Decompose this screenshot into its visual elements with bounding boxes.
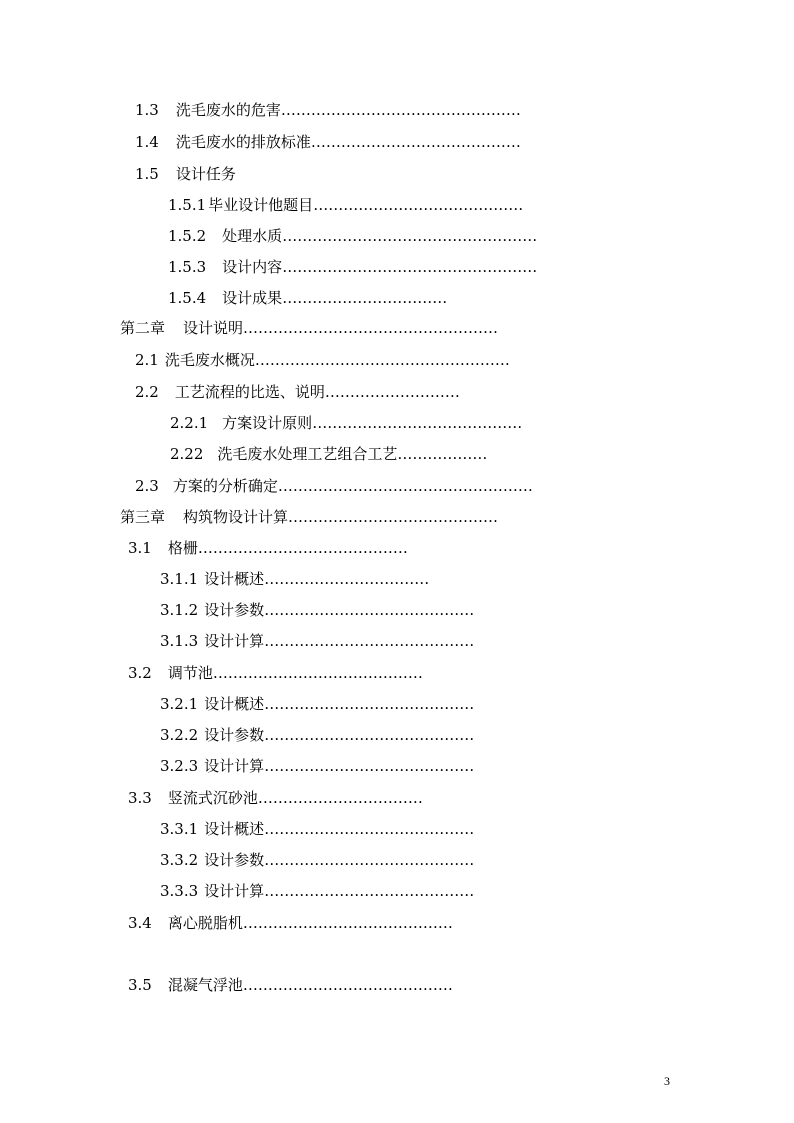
toc-leader-dots: …………………………………… — [264, 632, 475, 650]
toc-number: 3.5 — [128, 976, 152, 994]
toc-title: 洗毛废水的排放标准 — [175, 133, 311, 151]
toc-title: 调节池 — [167, 664, 213, 682]
toc-number: 3.3.3 — [160, 882, 199, 900]
toc-entry — [135, 476, 533, 496]
toc-leader-dots: …………………………………… — [264, 695, 475, 713]
toc-entry — [160, 850, 474, 870]
toc-entry — [160, 694, 474, 714]
toc-title: 设计计算 — [204, 757, 265, 775]
toc-entry — [160, 600, 474, 620]
toc-leader-dots: …………………………………… — [242, 976, 453, 994]
toc-entry — [128, 913, 453, 933]
toc-leader-dots: ……………………… — [324, 383, 460, 401]
toc-leader-dots: …………………………… — [282, 289, 448, 307]
toc-title: 设计说明 — [183, 319, 244, 337]
toc-entry — [160, 569, 429, 589]
toc-entry — [160, 881, 474, 901]
toc-number: 2.3 — [135, 477, 159, 495]
toc-number: 3.2.3 — [160, 757, 199, 775]
toc-entry — [120, 507, 498, 527]
toc-number: 2.22 — [170, 445, 204, 463]
toc-entry — [128, 663, 423, 683]
toc-number: 3.2.1 — [160, 695, 199, 713]
toc-title: 设计内容 — [222, 258, 283, 276]
toc-number: 3.2 — [128, 664, 152, 682]
toc-entry — [135, 350, 510, 370]
toc-title: 洗毛废水概况 — [164, 351, 255, 369]
toc-entry — [135, 164, 236, 184]
toc-leader-dots: …………………………………… — [310, 133, 521, 151]
toc-leader-dots: …………………………………… — [312, 414, 523, 432]
toc-title: 设计计算 — [204, 882, 265, 900]
toc-entry — [128, 975, 453, 995]
toc-title: 工艺流程的比选、说明 — [174, 383, 325, 401]
toc-entry — [160, 725, 474, 745]
toc-number: 3.2.2 — [160, 726, 199, 744]
toc-number: 1.5.1 — [168, 196, 207, 214]
toc-leader-dots: …………………………………………… — [277, 477, 533, 495]
toc-title: 设计参数 — [204, 726, 265, 744]
toc-leader-dots: …………………………………………… — [282, 227, 538, 245]
toc-number: 2.2.1 — [170, 414, 209, 432]
toc-number: 3.3.1 — [160, 820, 199, 838]
toc-number: 3.1.3 — [160, 632, 199, 650]
toc-title: 洗毛废水的危害 — [175, 101, 281, 119]
toc-title: 设计参数 — [204, 601, 265, 619]
toc-leader-dots: …………………………………… — [264, 851, 475, 869]
toc-leader-dots: …………………………………… — [212, 664, 423, 682]
toc-title: 竖流式沉砂池 — [167, 789, 258, 807]
toc-entry — [168, 257, 537, 277]
toc-title: 毕业设计他题目 — [208, 196, 314, 214]
toc-number: 3.4 — [128, 914, 152, 932]
toc-entry — [135, 382, 460, 402]
toc-number: 第二章 — [120, 319, 166, 337]
toc-leader-dots: …………………………………………… — [254, 351, 510, 369]
toc-number: 第三章 — [120, 508, 166, 526]
toc-number: 3.1.1 — [160, 570, 199, 588]
toc-number: 3.3.2 — [160, 851, 199, 869]
toc-title: 洗毛废水处理工艺组合工艺 — [217, 445, 398, 463]
toc-number: 3.3 — [128, 789, 152, 807]
toc-leader-dots: …………………………………… — [264, 882, 475, 900]
toc-leader-dots: …………………………………… — [288, 508, 499, 526]
toc-number: 3.1 — [128, 539, 152, 557]
toc-title: 设计概述 — [204, 820, 265, 838]
toc-leader-dots: …………………………… — [264, 570, 430, 588]
toc-entry — [135, 132, 521, 152]
toc-leader-dots: …………………………………… — [242, 914, 453, 932]
toc-leader-dots: …………………………………… — [197, 539, 408, 557]
toc-leader-dots: …………………………………… — [264, 601, 475, 619]
toc-title: 混凝气浮池 — [167, 976, 243, 994]
toc-title: 格栅 — [167, 539, 198, 557]
toc-entry — [160, 631, 474, 651]
toc-title: 方案设计原则 — [222, 414, 313, 432]
toc-entry — [168, 288, 447, 308]
toc-number: 1.3 — [135, 101, 159, 119]
toc-number: 1.5.2 — [168, 227, 207, 245]
toc-title: 构筑物设计计算 — [183, 508, 289, 526]
toc-leader-dots: …………………………………… — [264, 726, 475, 744]
toc-title: 设计任务 — [175, 165, 236, 183]
toc-number: 2.2 — [135, 383, 159, 401]
toc-number: 3.1.2 — [160, 601, 199, 619]
toc-leader-dots: …………………………………… — [264, 820, 475, 838]
toc-title: 处理水质 — [222, 227, 283, 245]
page-number: 3 — [664, 1074, 670, 1088]
toc-leader-dots: ………………………………………… — [280, 101, 521, 119]
toc-number: 2.1 — [135, 351, 159, 369]
toc-leader-dots: …………………………………… — [264, 757, 475, 775]
toc-entry — [168, 195, 523, 215]
toc-title: 设计概述 — [204, 695, 265, 713]
toc-entry — [135, 100, 521, 120]
toc-entry — [168, 226, 537, 246]
toc-number: 1.5.3 — [168, 258, 207, 276]
toc-leader-dots: …………………………… — [257, 789, 423, 807]
toc-entry — [128, 538, 408, 558]
toc-title: 设计概述 — [204, 570, 265, 588]
toc-title: 方案的分析确定 — [172, 477, 278, 495]
toc-entry — [160, 756, 474, 776]
toc-title: 离心脱脂机 — [167, 914, 243, 932]
toc-number: 1.5 — [135, 165, 159, 183]
toc-entry — [128, 788, 423, 808]
toc-number: 1.5.4 — [168, 289, 207, 307]
toc-title: 设计参数 — [204, 851, 265, 869]
toc-leader-dots: ……………… — [397, 445, 488, 463]
toc-entry — [120, 318, 498, 338]
toc-entry — [160, 819, 474, 839]
toc-title: 设计计算 — [204, 632, 265, 650]
toc-leader-dots: …………………………………………… — [282, 258, 538, 276]
toc-entry — [170, 413, 522, 433]
toc-number: 1.4 — [135, 133, 159, 151]
toc-title: 设计成果 — [222, 289, 283, 307]
toc-entry — [170, 444, 487, 464]
toc-leader-dots: …………………………………… — [313, 196, 524, 214]
toc-leader-dots: …………………………………………… — [243, 319, 499, 337]
